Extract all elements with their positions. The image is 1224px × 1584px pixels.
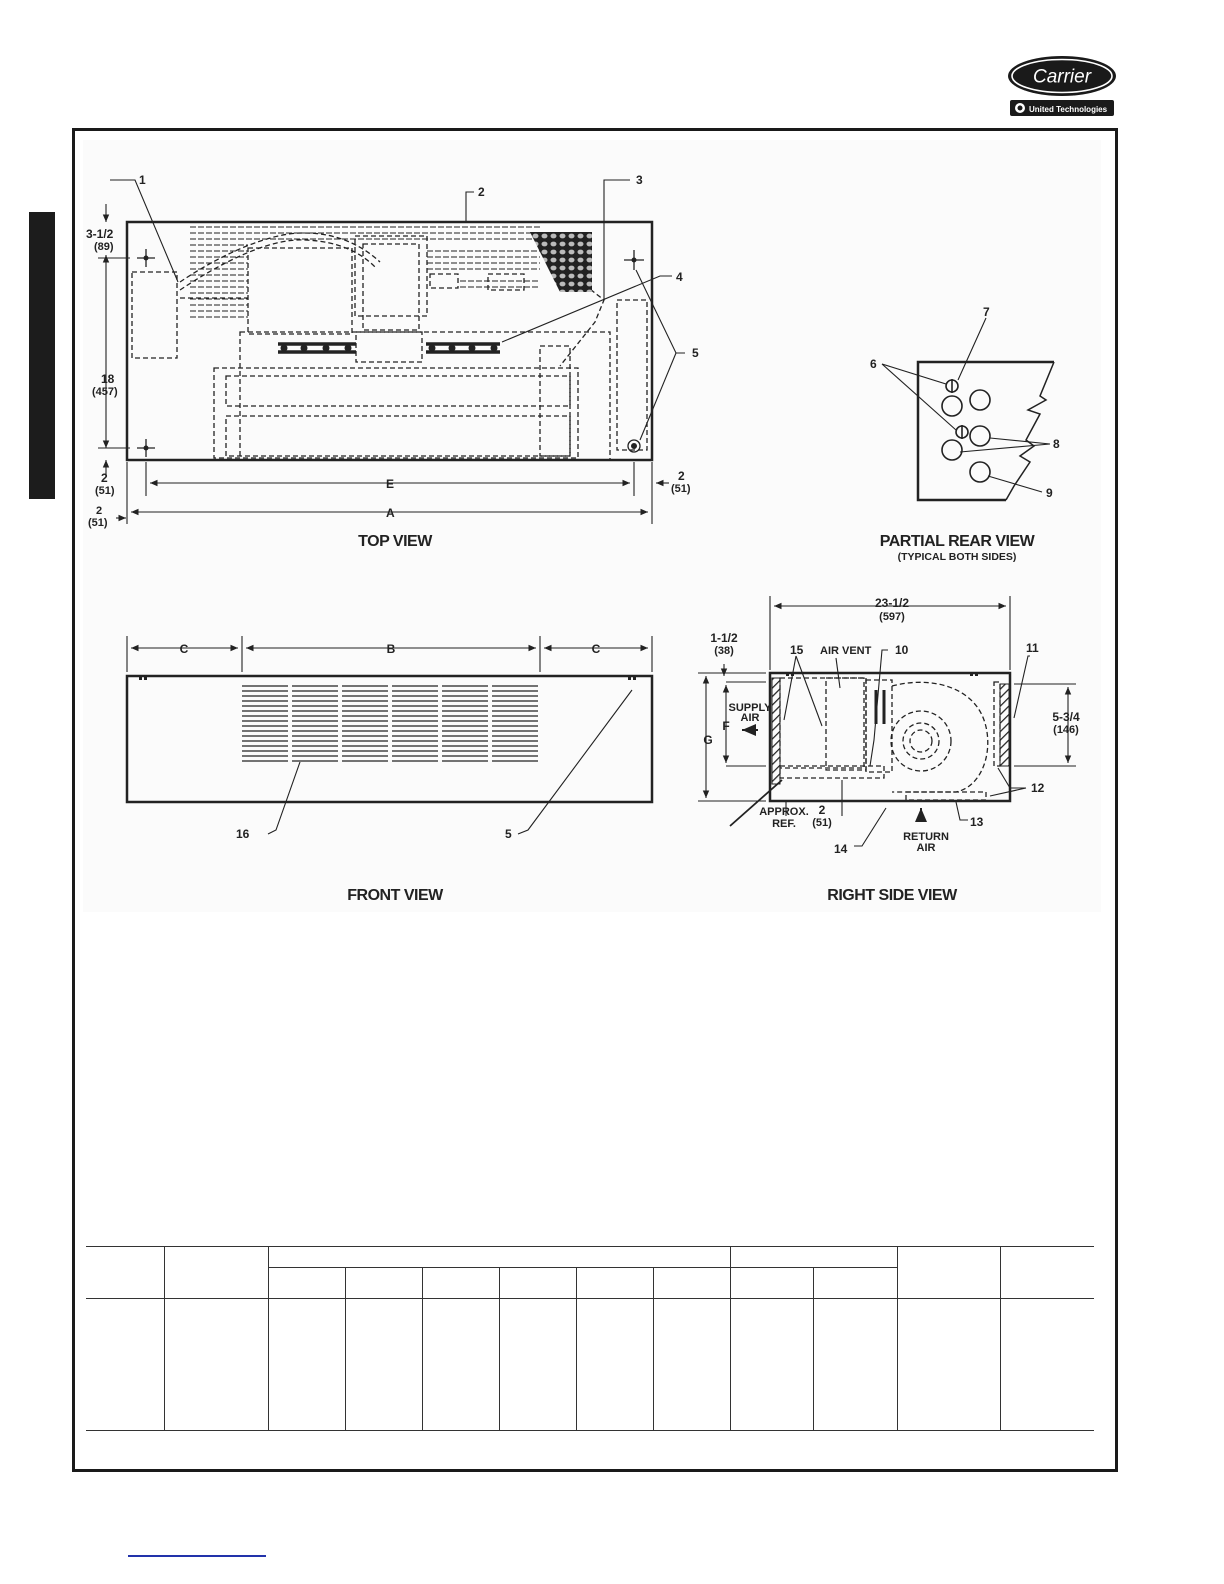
table-header-cell — [813, 1268, 897, 1299]
dim-51-side: (51) — [812, 817, 832, 829]
table-header-cell — [730, 1268, 813, 1299]
dim-2-bottom: 2 — [96, 505, 103, 517]
table-header-group — [268, 1247, 730, 1268]
table-header-cell — [345, 1268, 422, 1299]
table-cell — [897, 1299, 1000, 1431]
rear-view — [870, 305, 1060, 563]
label-return: RETURN — [903, 831, 949, 843]
label-supply-air: AIR — [740, 712, 760, 724]
table-cell — [422, 1299, 499, 1431]
dim-2-right: 2 — [678, 469, 685, 483]
callout-4: 4 — [676, 270, 683, 284]
table-header-cell — [86, 1247, 164, 1268]
dim-23-1-2: 23-1/2 — [874, 596, 910, 610]
side-view-title: RIGHT SIDE VIEW — [827, 887, 957, 904]
dim-38: (38) — [714, 645, 734, 657]
top-view — [86, 173, 699, 550]
table-cell — [86, 1299, 164, 1431]
callout-12: 12 — [1031, 781, 1045, 795]
table-header-cell — [164, 1268, 268, 1299]
callout-5-front: 5 — [505, 827, 512, 841]
dim-2-side: 2 — [818, 803, 826, 817]
dim-597: (597) — [879, 611, 905, 623]
logo-wordmark: Carrier — [1032, 66, 1092, 88]
table-header-cell — [86, 1268, 164, 1299]
dim-51-bottom: (51) — [88, 517, 108, 529]
callout-11: 11 — [1026, 641, 1039, 655]
dim-457: (457) — [92, 386, 118, 398]
rear-view-title: PARTIAL REAR VIEW — [879, 533, 1035, 550]
callout-14: 14 — [834, 842, 848, 856]
dim-3-1-2: 3-1/2 — [86, 227, 114, 241]
table-header-cell — [1000, 1247, 1094, 1268]
side-view — [698, 596, 1080, 904]
table-header-cell — [897, 1247, 1000, 1268]
label-air-vent: AIR VENT — [820, 645, 872, 657]
front-view-title: FRONT VIEW — [347, 887, 443, 904]
label-ref: REF. — [772, 818, 796, 830]
front-view — [127, 636, 652, 904]
table-cell — [268, 1299, 345, 1431]
label-approx: APPROX. — [759, 806, 809, 818]
callout-13: 13 — [970, 815, 984, 829]
rear-view-subtitle: (TYPICAL BOTH SIDES) — [897, 551, 1017, 563]
table-cell — [1000, 1299, 1094, 1431]
callout-15: 15 — [790, 643, 804, 657]
callout-5-top: 5 — [692, 346, 699, 360]
callout-2: 2 — [478, 185, 485, 199]
dim-51-left: (51) — [95, 485, 115, 497]
dim-g: G — [703, 733, 713, 747]
table-header-cell — [499, 1268, 576, 1299]
dim-146: (146) — [1053, 724, 1079, 736]
dim-5-3-4: 5-3/4 — [1052, 710, 1080, 724]
footer-link-underline[interactable] — [128, 1555, 266, 1557]
table-cell — [499, 1299, 576, 1431]
dim-89: (89) — [94, 241, 114, 253]
label-supply: SUPPLY — [728, 702, 772, 714]
table-cell — [813, 1299, 897, 1431]
table-header-cell — [164, 1247, 268, 1268]
callout-7: 7 — [983, 305, 990, 319]
table-cell — [164, 1299, 268, 1431]
table-header-cell — [897, 1268, 1000, 1299]
callout-16: 16 — [236, 827, 250, 841]
dim-2-left: 2 — [101, 471, 108, 485]
table-cell — [653, 1299, 730, 1431]
table-header-cell — [1000, 1268, 1094, 1299]
grille-louvers — [242, 686, 538, 761]
dim-1-1-2: 1-1/2 — [710, 631, 738, 645]
table-cell — [576, 1299, 653, 1431]
dim-e: E — [386, 477, 395, 491]
dim-c-left: C — [179, 642, 189, 656]
callout-6: 6 — [870, 357, 877, 371]
table-header-group — [730, 1247, 897, 1268]
label-return-air: AIR — [916, 842, 936, 854]
callout-8: 8 — [1053, 437, 1060, 451]
dim-a: A — [386, 506, 395, 520]
table-cell — [730, 1299, 813, 1431]
table-header-cell — [576, 1268, 653, 1299]
table-header-cell — [653, 1268, 730, 1299]
table-header-cell — [422, 1268, 499, 1299]
dim-18: 18 — [101, 372, 115, 386]
dimensions-table — [86, 1246, 1094, 1430]
table-cell — [345, 1299, 422, 1431]
logo-tagline: United Technologies — [1029, 105, 1108, 114]
callout-1: 1 — [139, 173, 146, 187]
dim-c-right: C — [591, 642, 601, 656]
dim-f: F — [722, 719, 730, 733]
callout-3: 3 — [636, 173, 643, 187]
callout-9: 9 — [1046, 486, 1053, 500]
top-view-title: TOP VIEW — [358, 533, 432, 550]
callout-10: 10 — [895, 643, 909, 657]
dim-b: B — [386, 642, 396, 656]
dim-51-right: (51) — [671, 483, 691, 495]
table-header-cell — [268, 1268, 345, 1299]
